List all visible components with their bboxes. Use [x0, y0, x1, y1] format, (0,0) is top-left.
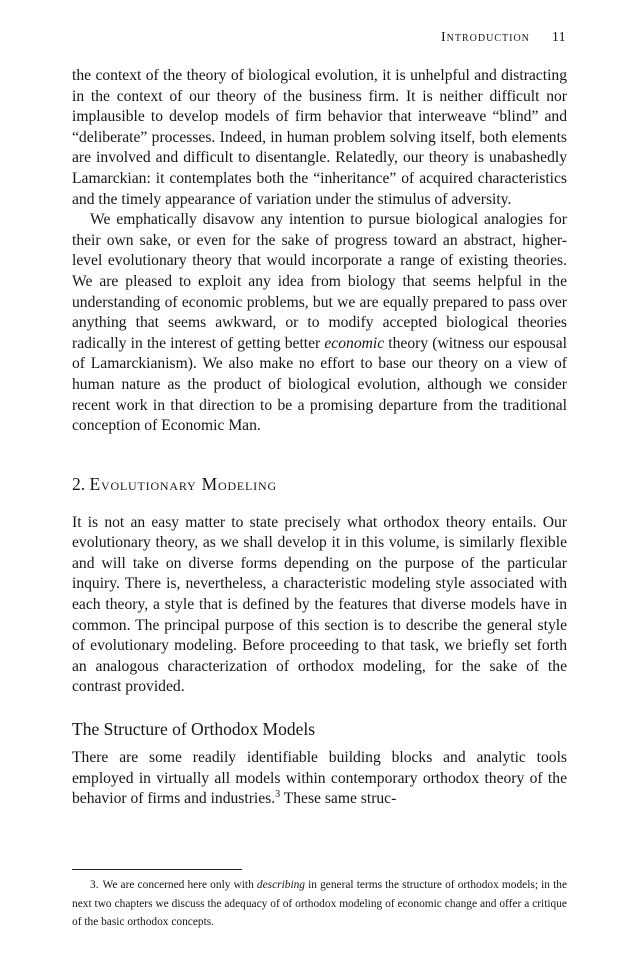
body-paragraph [72, 748, 567, 810]
footnote-text: in general terms the structure of orthodox models; in the next two chapters we discuss the adequacy of of orthodox modeling of economic change and offer a critique of the basic orthodox concepts. [72, 879, 567, 928]
footnote-rule [72, 869, 242, 870]
body-paragraph: It is not an easy matter to state precisely what orthodox theory entails. Our evolutionary theory, as we shall develop it in this volume, is similarly flexible and will take on diverse forms depending on the purpose of the particular inquiry. There is, nevertheless, a characteristic modeling style associated with each theory, a style that is defined by the features that diverse models have in common. The principal purpose of this section is to describe the general style of evolutionary modeling. Before proceeding to that task, we briefly set forth an analogous characterization of orthodox modeling, for the sake of the contrast provided. [72, 513, 567, 696]
subsection-heading: The Structure of Orthodox Models [72, 719, 316, 740]
section-heading [72, 473, 567, 495]
footnote-emphasis: describing [256, 879, 305, 891]
section-number: 2. [72, 473, 86, 494]
section-title: Evolutionary Modeling [89, 473, 277, 494]
body-paragraph: the context of the theory of biological evolution, it is unhelpful and distracting in the context of our theory of the business firm. It is neither difficult nor implausible to develop models of firm behavior that interweave “blind” and “deliberate” processes. Indeed, in human problem solving itself, both elements are involved and difficult to disentangle. Relatedly, our theory is unabashedly Lamarckian: it contemplates both the “inheritance” of acquired characteristics and the timely appearance of variation under the stimulus of adversity. [72, 67, 567, 208]
footnote-number: 3. [90, 879, 99, 891]
emphasis-text: economic [324, 334, 385, 352]
footnote-reference: 3 [275, 789, 281, 801]
running-head [441, 30, 566, 46]
running-head-title: Introduction [441, 30, 530, 45]
footnote-text: We are concerned here only with [102, 879, 257, 891]
text-run: These same struc- [280, 790, 397, 808]
main-text [72, 66, 567, 810]
footnote [72, 876, 567, 932]
text-run: There are some readily identifiable building blocks and analytic tools employed in virtually all models within contemporary orthodox theory of the behavior of firms and industries. [72, 749, 567, 808]
text-run: theory (witness our espousal of Lamarckianism). We also make no effort to base our theory on a view of human nature as the product of biological evolution, although we consider recent work in that direction to be a promising departure from the traditional conception of Economic Man. [72, 334, 567, 435]
text-run: We emphatically disavow any intention to pursue biological analogies for their own sake, or even for the sake of progress toward an abstract, higher-level evolutionary theory that would incorporate a range of existing theories. We are pleased to exploit any idea from biology that seems helpful in the understanding of economic problems, but we are equally prepared to pass over anything that seems awkward, or to modify accepted biological theories radically in the interest of getting better [72, 211, 567, 352]
page-number: 11 [551, 30, 566, 45]
body-paragraph [72, 210, 567, 437]
